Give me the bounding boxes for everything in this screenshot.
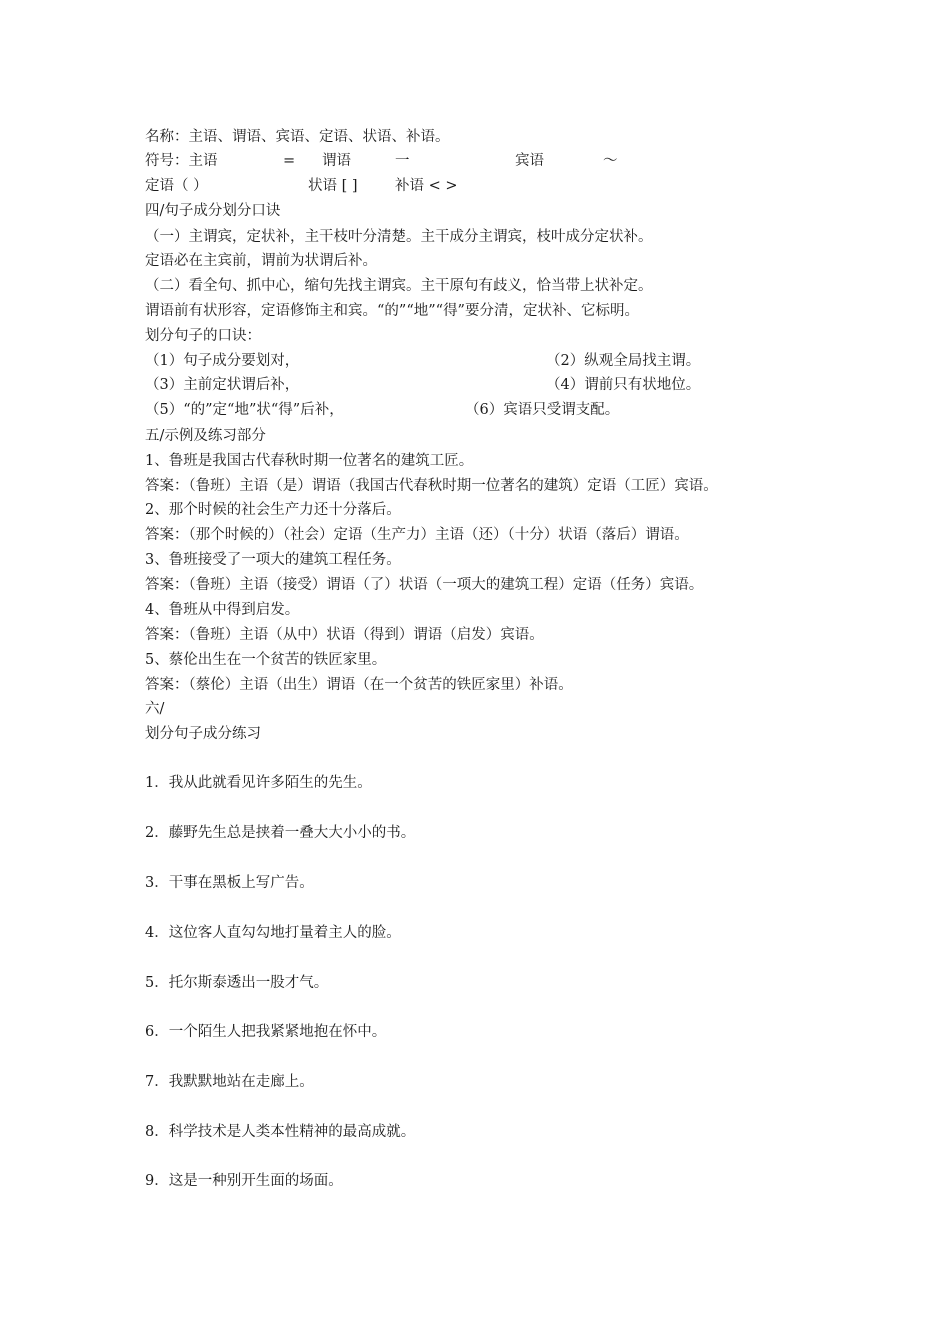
example-question: 1、鲁班是我国古代春秋时期一位著名的建筑工匠。 bbox=[145, 453, 474, 469]
example-question: 3、鲁班接受了一项大的建筑工程任务。 bbox=[145, 552, 401, 568]
symbol-attributive: 定语（ ） bbox=[145, 178, 208, 194]
example-question: 4、鲁班从中得到启发。 bbox=[145, 602, 300, 618]
section-4-title: 四/句子成分划分口诀 bbox=[145, 203, 281, 219]
mnemonic-line: 谓语前有状形容，定语修饰主和宾。“的”“地”“得”要分清，定状补、它标明。 bbox=[145, 303, 639, 319]
example-question: 5、蔡伦出生在一个贫苦的铁匠家里。 bbox=[145, 652, 387, 668]
mnemonic-item: （6）宾语只受谓支配。 bbox=[465, 402, 620, 418]
section-6-subtitle: 划分句子成分练习 bbox=[145, 726, 261, 742]
exercise-item: 4．这位客人直勾勾地打量着主人的脸。 bbox=[145, 925, 401, 941]
exercise-item: 9．这是一种别开生面的场面。 bbox=[145, 1173, 343, 1189]
example-answer: 答案：（鲁班）主语（从中）状语（得到）谓语（启发）宾语。 bbox=[145, 627, 544, 643]
exercise-item: 1．我从此就看见许多陌生的先生。 bbox=[145, 775, 372, 791]
mnemonic-item: （4）谓前只有状地位。 bbox=[546, 377, 701, 393]
example-answer: 答案：（鲁班）主语（是）谓语（我国古代春秋时期一位著名的建筑）定语（工匠）宾语。 bbox=[145, 478, 718, 494]
section-5-title: 五/示例及练习部分 bbox=[145, 428, 266, 444]
mnemonic-item: （1）句子成分要划对， bbox=[145, 353, 300, 369]
example-answer: 答案：（鲁班）主语（接受）谓语（了）状语（一项大的建筑工程）定语（任务）宾语。 bbox=[145, 577, 704, 593]
symbol-complement: 补语 < > bbox=[395, 178, 458, 194]
mnemonic-heading: 划分句子的口诀： bbox=[145, 328, 261, 344]
exercise-item: 5．托尔斯泰透出一股才气。 bbox=[145, 975, 329, 991]
symbol-adverbial: 状语 [ ] bbox=[308, 178, 358, 194]
mnemonic-item: （5）“的”定“地”状“得”后补， bbox=[145, 402, 344, 418]
symbol-tilde: ～ bbox=[603, 153, 618, 169]
example-question: 2、那个时候的社会生产力还十分落后。 bbox=[145, 502, 401, 518]
section-6-title: 六/ bbox=[145, 701, 165, 717]
mnemonic-line: （二）看全句、抓中心，缩句先找主谓宾。主干原句有歧义，恰当带上状补定。 bbox=[145, 278, 653, 294]
mnemonic-item: （3）主前定状谓后补， bbox=[145, 377, 300, 393]
exercise-item: 7．我默默地站在走廊上。 bbox=[145, 1074, 314, 1090]
mnemonic-line: （一）主谓宾，定状补，主干枝叶分清楚。主干成分主谓宾，枝叶成分定状补。 bbox=[145, 229, 653, 245]
component-names: 名称：主语、谓语、宾语、定语、状语、补语。 bbox=[145, 129, 450, 145]
exercise-item: 3．干事在黑板上写广告。 bbox=[145, 875, 314, 891]
mnemonic-line: 定语必在主宾前，谓前为状谓后补。 bbox=[145, 253, 377, 269]
mnemonic-item: （2）纵观全局找主谓。 bbox=[546, 353, 701, 369]
exercise-item: 8．科学技术是人类本性精神的最高成就。 bbox=[145, 1124, 416, 1140]
exercise-item: 6．一个陌生人把我紧紧地抱在怀中。 bbox=[145, 1024, 387, 1040]
symbol-object: 宾语 bbox=[515, 153, 544, 169]
symbol-label: 符号：主语 bbox=[145, 153, 218, 169]
symbol-predicate: 谓语 bbox=[322, 153, 351, 169]
symbol-dash: 一 bbox=[395, 153, 410, 169]
symbol-equals: = bbox=[283, 153, 296, 169]
exercise-item: 2．藤野先生总是挟着一叠大大小小的书。 bbox=[145, 825, 416, 841]
example-answer: 答案：（蔡伦）主语（出生）谓语（在一个贫苦的铁匠家里）补语。 bbox=[145, 677, 573, 693]
example-answer: 答案：（那个时候的）（社会）定语（生产力）主语（还）（十分）状语（落后）谓语。 bbox=[145, 527, 689, 543]
